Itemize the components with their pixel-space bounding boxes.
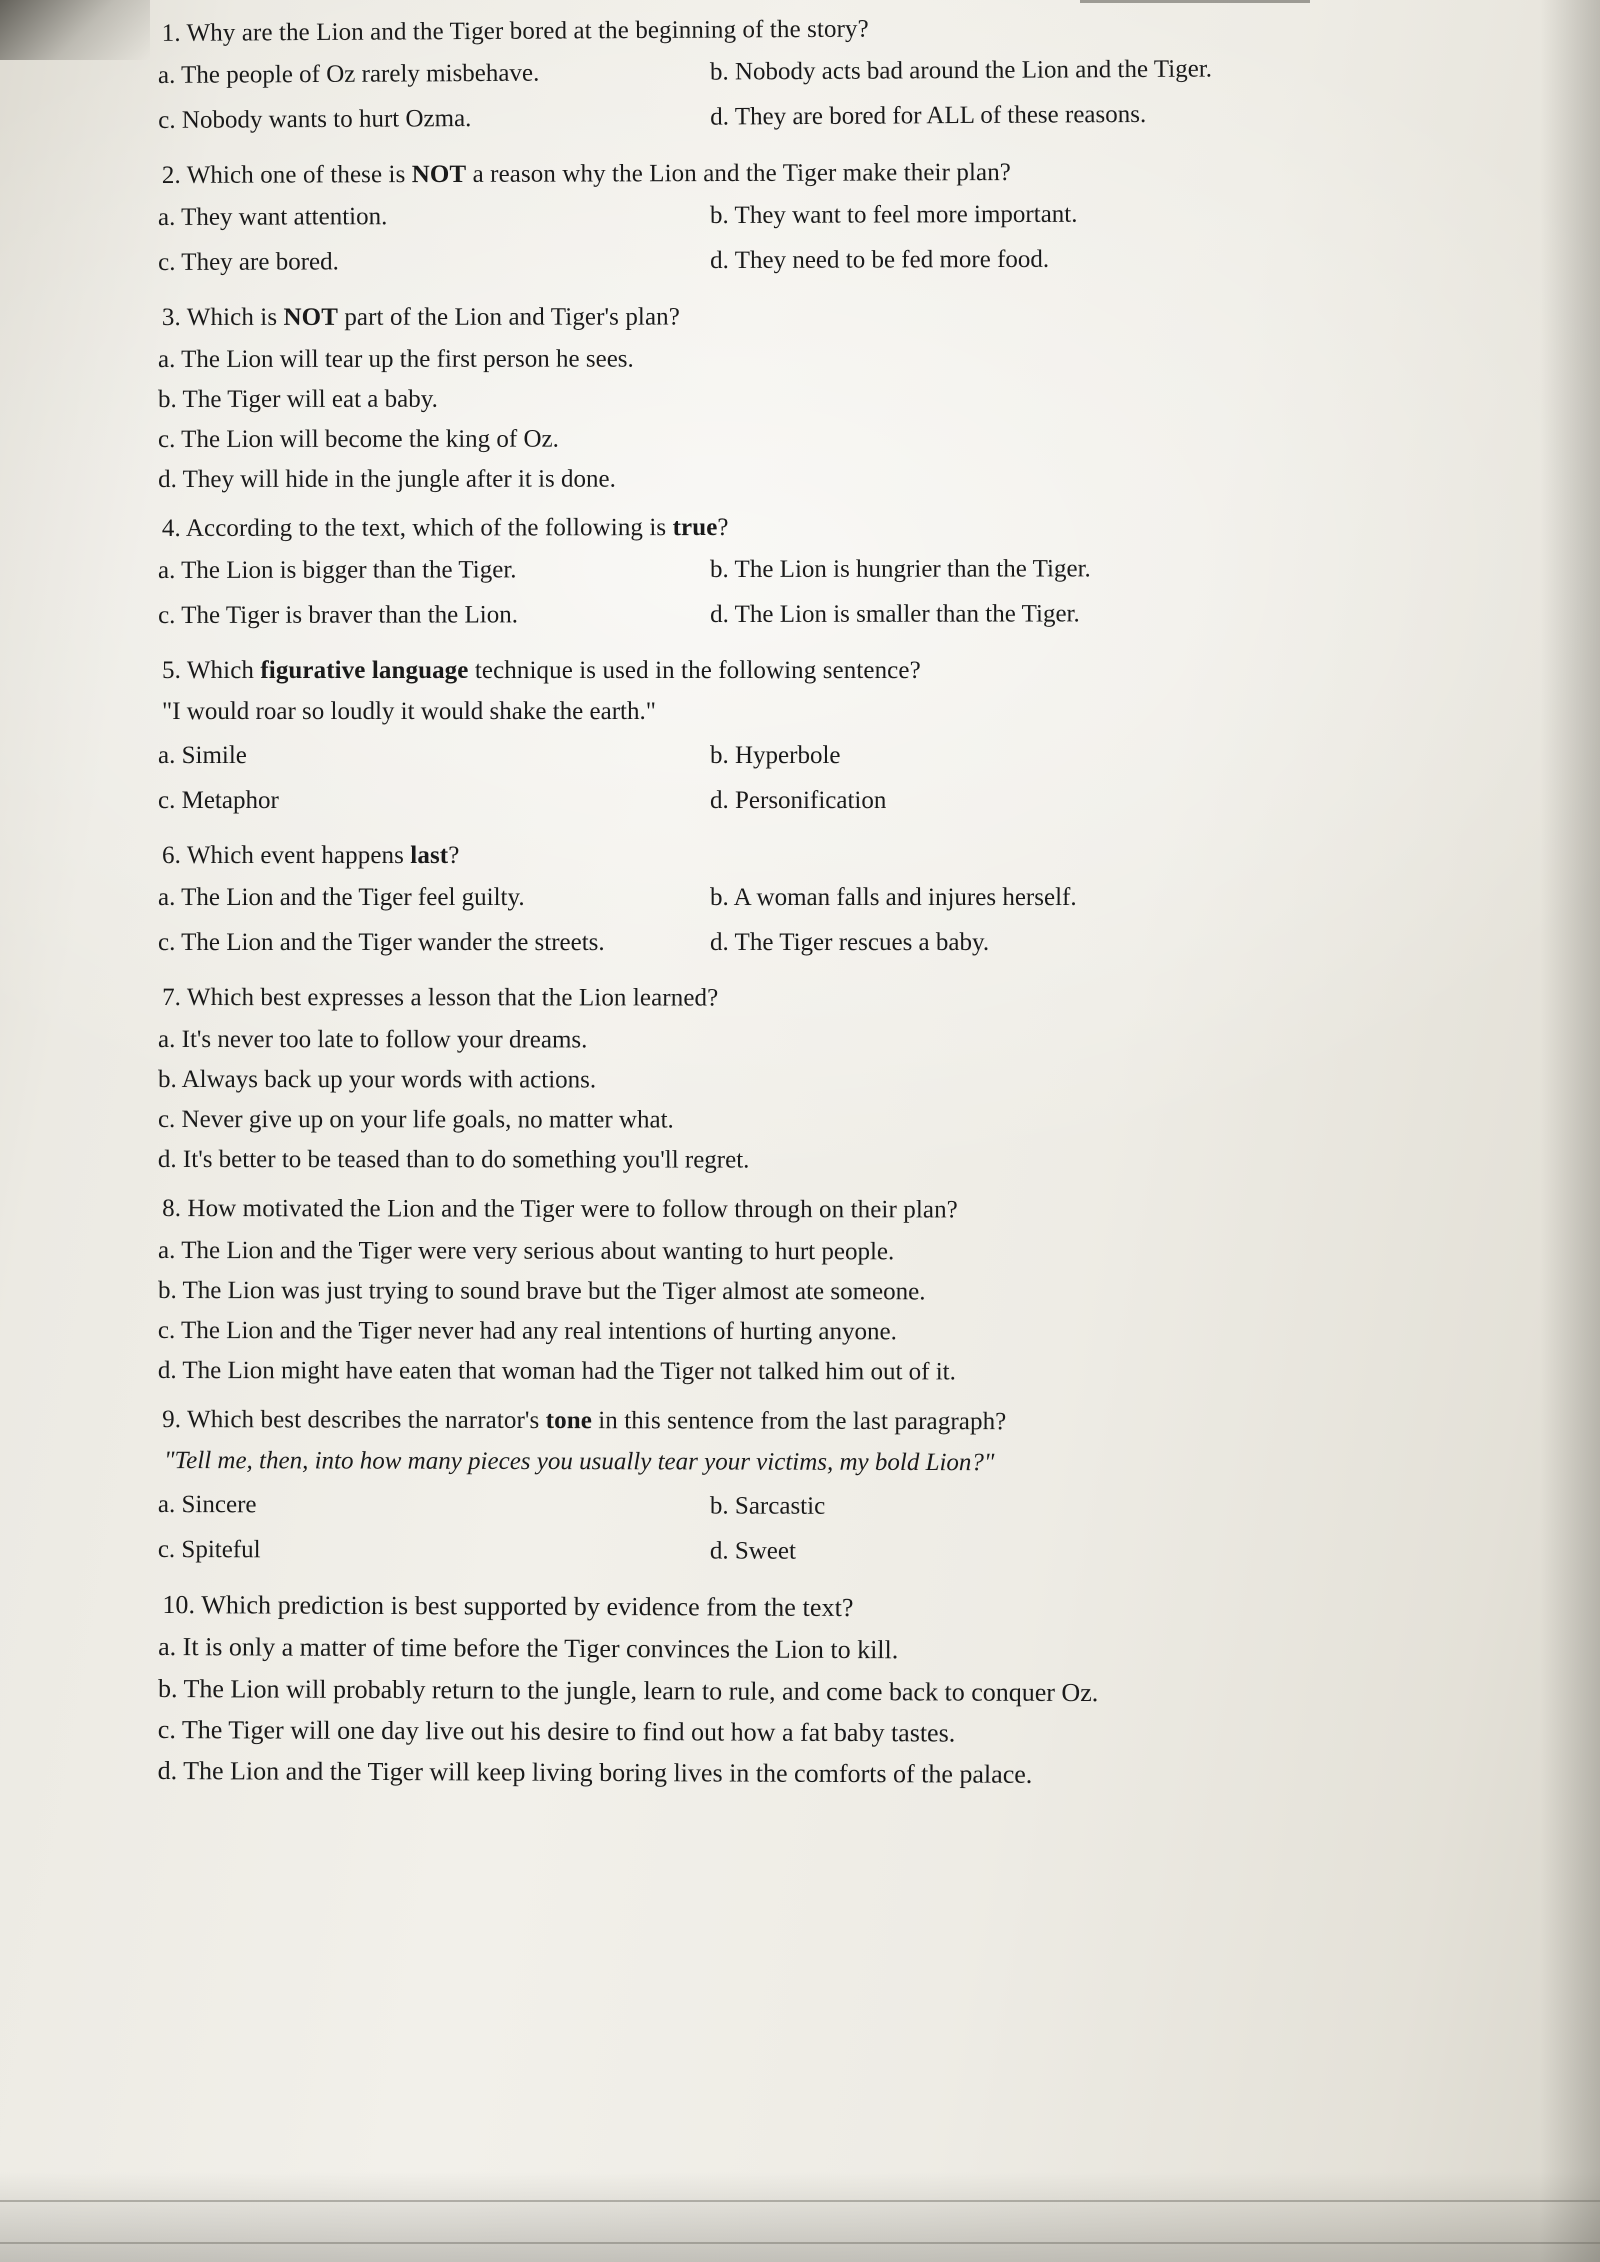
question-10-choices <box>150 1630 1531 1794</box>
question-6-stem-suffix: ? <box>448 841 460 869</box>
question-3-choice-b[interactable]: b. The Tiger will eat a baby. <box>157 385 438 413</box>
question-9-quote: "Tell me, then, into how many pieces you usually tear your victims, my bold Lion?" <box>164 1446 995 1476</box>
question-2-choice-a[interactable]: a. They want attention. <box>157 203 388 231</box>
question-8-choices <box>150 1234 1530 1389</box>
question-10-choice-a[interactable]: a. It is only a matter of time before the Tiger convinces the Lion to kill. <box>158 1632 899 1665</box>
question-5-choice-d[interactable]: d. Personification <box>710 786 887 814</box>
question-6-choice-c[interactable]: c. The Lion and the Tiger wander the streets. <box>158 928 605 956</box>
page-corner-shadow <box>0 0 150 60</box>
question-7-choice-b[interactable]: b. Always back up your words with actions. <box>157 1065 597 1093</box>
question-2-stem-prefix: 2. Which one of these is <box>161 161 412 189</box>
question-5-stem-emphasis: figurative language <box>260 657 469 684</box>
question-1-stem: 1. Why are the Lion and the Tiger bored at the beginning of the story? <box>161 15 869 47</box>
question-5-stem-prefix: 5. Which <box>162 657 261 684</box>
page-bottom-edge-shadow <box>0 2172 1600 2262</box>
question-6-choices <box>150 881 1530 965</box>
question-1-choice-d[interactable]: d. They are bored for ALL of these reasons. <box>710 100 1147 131</box>
page-top-rule <box>1080 0 1310 3</box>
question-4-stem <box>162 511 1530 545</box>
question-list <box>150 15 1530 1790</box>
question-10-stem: 10. Which prediction is best supported by evidence from the text? <box>162 1590 854 1623</box>
question-7-choice-c[interactable]: c. Never give up on your life goals, no matter what. <box>157 1105 674 1133</box>
question-10-choice-b[interactable]: b. The Lion will probably return to the jungle, learn to rule, and come back to conquer Oz. <box>157 1673 1099 1707</box>
question-7-choice-a[interactable]: a. It's never too late to follow your dreams. <box>158 1025 588 1053</box>
question-6-stem-emphasis: last <box>410 841 449 869</box>
question-1-choices <box>150 51 1530 143</box>
question-6-choice-a[interactable]: a. The Lion and the Tiger feel guilty. <box>158 883 525 911</box>
question-4-choices <box>150 552 1530 638</box>
question-9-stem-prefix: 9. Which best describes the narrator's <box>162 1405 546 1434</box>
question-9-stem-suffix: in this sentence from the last paragraph? <box>591 1406 1007 1435</box>
question-5-quote: "I would roar so loudly it would shake the earth." <box>162 698 656 725</box>
question-8-choice-a[interactable]: a. The Lion and the Tiger were very serious about wanting to hurt people. <box>158 1236 895 1265</box>
question-3-stem-suffix: part of the Lion and Tiger's plan? <box>337 303 680 331</box>
question-3-stem <box>162 301 1530 334</box>
question-6-choice-b[interactable]: b. A woman falls and injures herself. <box>710 883 1077 911</box>
question-4-stem-prefix: 4. According to the text, which of the following is <box>161 514 673 542</box>
question-3-choice-c[interactable]: c. The Lion will become the king of Oz. <box>158 425 559 453</box>
question-6-choice-d[interactable]: d. The Tiger rescues a baby. <box>710 928 990 956</box>
question-2-stem <box>162 155 1530 192</box>
question-9-choice-a[interactable]: a. Sincere <box>157 1490 257 1518</box>
question-1-choice-a[interactable]: a. The people of Oz rarely misbehave. <box>157 59 540 89</box>
question-2 <box>150 155 1530 285</box>
page-right-edge-shadow <box>1540 0 1600 2262</box>
question-1-choice-b[interactable]: b. Nobody acts bad around the Lion and the Tiger. <box>709 55 1213 86</box>
question-10 <box>150 1588 1531 1795</box>
question-9-choices <box>150 1487 1530 1575</box>
question-2-choices <box>150 196 1530 285</box>
question-2-choice-b[interactable]: b. They want to feel more important. <box>709 200 1078 230</box>
question-5 <box>150 655 1530 823</box>
question-5-choice-b[interactable]: b. Hyperbole <box>710 741 841 769</box>
question-3-choice-d[interactable]: d. They will hide in the jungle after it is done. <box>158 465 616 493</box>
question-8-choice-b[interactable]: b. The Lion was just trying to sound brave but the Tiger almost ate someone. <box>157 1276 926 1305</box>
page-bottom-rule-2 <box>0 2242 1600 2244</box>
question-4-choice-b[interactable]: b. The Lion is hungrier than the Tiger. <box>709 555 1091 584</box>
question-4 <box>150 511 1530 638</box>
question-8-choice-c[interactable]: c. The Lion and the Tiger never had any real intentions of hurting anyone. <box>157 1316 897 1345</box>
question-4-stem-suffix: ? <box>717 513 729 542</box>
question-5-stem-suffix: technique is used in the following sentence? <box>468 657 921 684</box>
question-5-choice-a[interactable]: a. Simile <box>158 741 247 769</box>
question-5-stem <box>162 655 1530 687</box>
question-10-choice-d[interactable]: d. The Lion and the Tiger will keep living boring lives in the comforts of the palace. <box>157 1756 1033 1790</box>
question-8-choice-d[interactable]: d. The Lion might have eaten that woman had the Tiger not talked him out of it. <box>157 1356 956 1385</box>
question-7-choices <box>150 1023 1530 1177</box>
question-9 <box>150 1404 1530 1575</box>
question-4-choice-c[interactable]: c. The Tiger is braver than the Lion. <box>158 601 518 629</box>
question-6-stem-prefix: 6. Which event happens <box>162 841 411 869</box>
question-2-stem-suffix: a reason why the Lion and the Tiger make their plan? <box>466 158 1012 188</box>
question-9-choice-b[interactable]: b. Sarcastic <box>709 1491 826 1519</box>
question-9-choice-d[interactable]: d. Sweet <box>709 1536 796 1564</box>
question-5-choices <box>150 739 1530 823</box>
question-8-stem: 8. How motivated the Lion and the Tiger were to follow through on their plan? <box>162 1194 958 1223</box>
question-3-stem-emphasis: NOT <box>283 303 338 331</box>
question-6-stem <box>162 840 1530 872</box>
question-5-choice-c[interactable]: c. Metaphor <box>158 786 279 814</box>
question-2-choice-c[interactable]: c. They are bored. <box>158 248 339 276</box>
question-4-choice-a[interactable]: a. The Lion is bigger than the Tiger. <box>157 556 517 584</box>
question-1 <box>150 10 1531 143</box>
question-9-choice-c[interactable]: c. Spiteful <box>157 1535 261 1563</box>
question-9-stem <box>162 1404 1530 1440</box>
question-1-choice-c[interactable]: c. Nobody wants to hurt Ozma. <box>158 105 472 134</box>
question-7-stem: 7. Which best expresses a lesson that the Lion learned? <box>162 983 719 1011</box>
page-bottom-rule-1 <box>0 2200 1600 2202</box>
question-3-choices <box>150 342 1530 496</box>
question-4-stem-emphasis: true <box>672 514 718 542</box>
question-7 <box>150 982 1530 1177</box>
question-3 <box>150 301 1530 496</box>
question-2-choice-d[interactable]: d. They need to be fed more food. <box>710 245 1050 275</box>
question-8 <box>150 1193 1530 1389</box>
question-10-choice-c[interactable]: c. The Tiger will one day live out his desire to find out how a fat baby tastes. <box>157 1714 956 1748</box>
question-4-choice-d[interactable]: d. The Lion is smaller than the Tiger. <box>710 600 1080 629</box>
question-3-choice-a[interactable]: a. The Lion will tear up the first person he sees. <box>157 345 634 373</box>
question-7-choice-d[interactable]: d. It's better to be teased than to do something you'll regret. <box>157 1145 750 1174</box>
question-2-stem-emphasis: NOT <box>411 160 467 189</box>
question-9-stem-emphasis: tone <box>545 1406 592 1434</box>
question-3-stem-prefix: 3. Which is <box>161 303 284 331</box>
question-6 <box>150 840 1530 965</box>
